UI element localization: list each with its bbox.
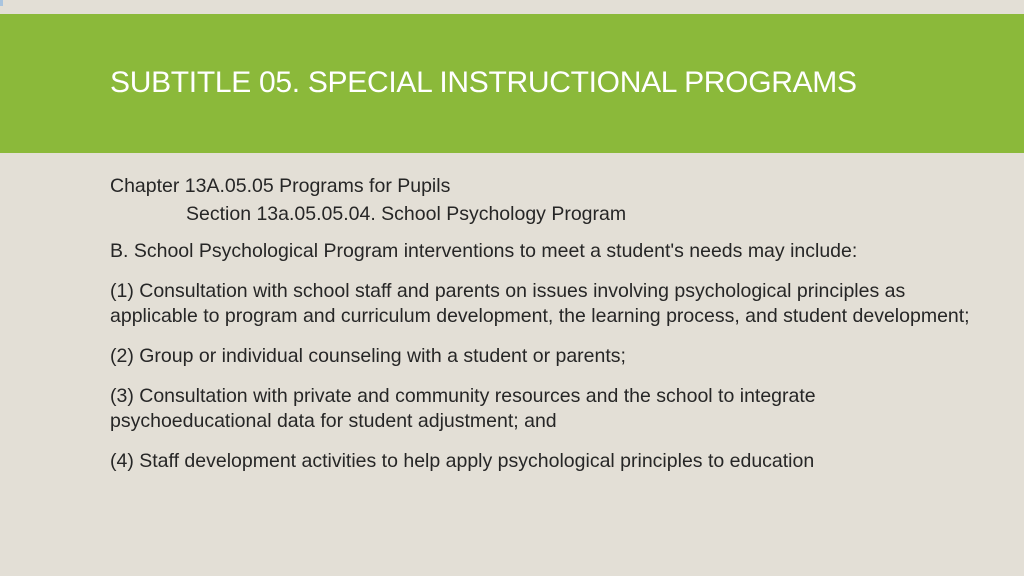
slide-title: SUBTITLE 05. SPECIAL INSTRUCTIONAL PROGRAMS [110, 66, 857, 99]
section-heading: Section 13a.05.05.04. School Psychology Program [186, 203, 627, 225]
slide-body [110, 174, 980, 489]
chapter-heading: Chapter 13A.05.05 Programs for Pupils [110, 175, 451, 197]
list-item-3: (3) Consultation with private and community resources and the school to integrate psychoeducational data for student adjustment; and [110, 385, 816, 432]
list-item-1: (1) Consultation with school staff and parents on issues involving psychological principles as applicable to program and curriculum development, the learning process, and student development; [110, 280, 970, 327]
top-strip [0, 0, 1024, 14]
list-item-4: (4) Staff development activities to help apply psychological principles to education [110, 450, 815, 472]
list-item-2: (2) Group or individual counseling with a student or parents; [110, 345, 626, 367]
intro-paragraph: B. School Psychological Program interventions to meet a student's needs may include: [110, 240, 858, 262]
corner-mark [0, 0, 3, 6]
